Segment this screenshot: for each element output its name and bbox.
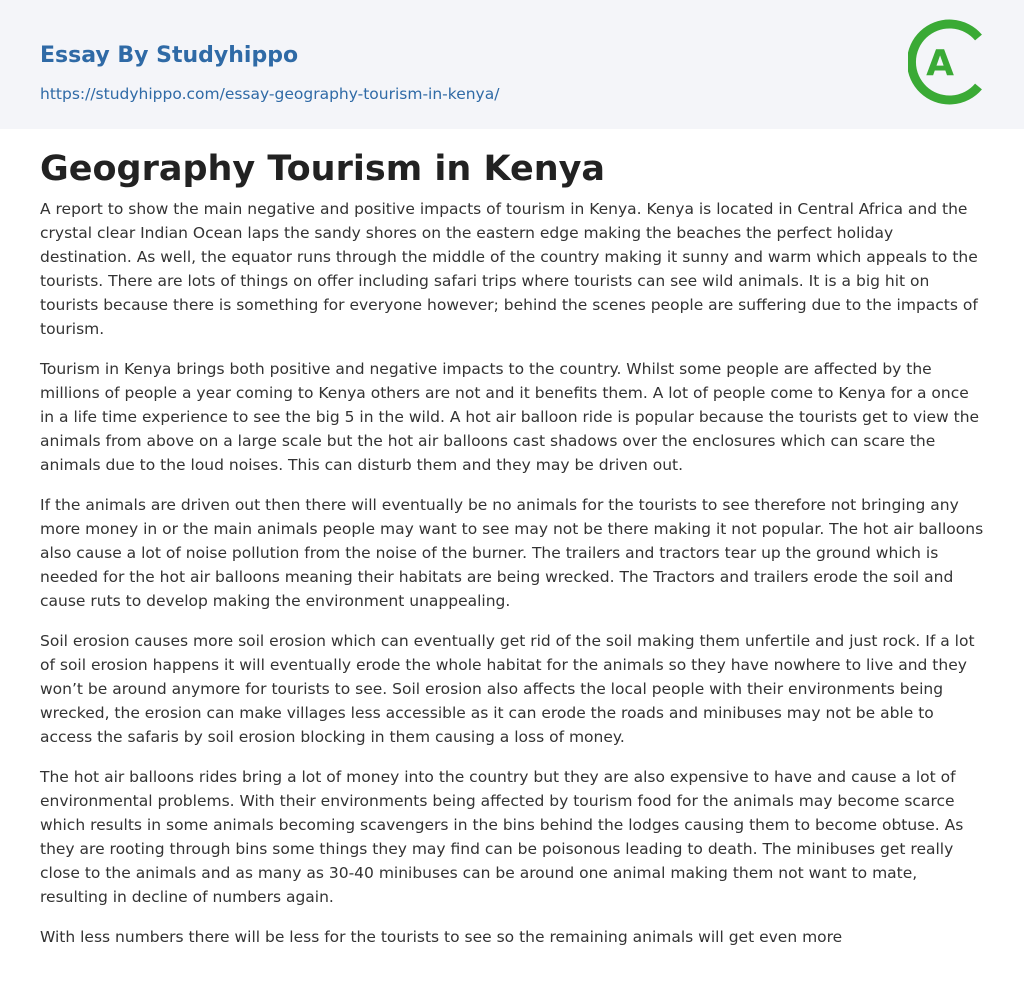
essay-paragraph: With less numbers there will be less for the tourists to see so the remaining animals will get even more xyxy=(40,928,843,946)
essay-paragraph: Tourism in Kenya brings both positive and negative impacts to the country. Whilst some people are affected by the millions of people a year coming to Kenya others are not and it benefits them. A lot of people come to Kenya for a once in a life time experience to see the big 5 in the wild. A hot air balloon ride is popular because the tourists get to view the animals from above on a large scale but the hot air balloons cast shadows over the enclosures which can scare the animals due to the loud noises. This can disturb them and they may be driven out. xyxy=(40,360,980,474)
logo-letter: A xyxy=(926,43,954,84)
essay-content xyxy=(0,129,1024,949)
site-brand[interactable]: Essay By Studyhippo xyxy=(40,43,299,68)
essay-paragraph: If the animals are driven out then there will eventually be no animals for the tourists to see therefore not bringing any more money in or the main animals people may want to see may not be there making it not popular. The hot air balloons also cause a lot of noise pollution from the noise of the burner. The trailers and tractors tear up the ground which is needed for the hot air balloons meaning their habitats are being wrecked. The Tractors and trailers erode the soil and cause ruts to develop making the environment unappealing. xyxy=(40,496,984,610)
essay-title: Geography Tourism in Kenya xyxy=(40,149,606,189)
essay-url-link[interactable]: https://studyhippo.com/essay-geography-tourism-in-kenya/ xyxy=(40,85,500,103)
studyhippo-logo-icon[interactable] xyxy=(908,17,988,107)
essay-paragraph: The hot air balloons rides bring a lot of money into the country but they are also expensive to have and cause a lot of environmental problems. With their environments being affected by tourism food for the animals may become scarce which results in some animals becoming scavengers in the bins behind the lodges causing them to become obtuse. As they are rooting through bins some things they may find can be poisonous leading to death. The minibuses get really close to the animals and as many as 30-40 minibuses can be around one animal making them not want to mate, resulting in decline of numbers again. xyxy=(40,768,964,906)
essay-paragraph: A report to show the main negative and positive impacts of tourism in Kenya. Kenya is located in Central Africa and the crystal clear Indian Ocean laps the sandy shores on the eastern edge making the beaches the perfect holiday destination. As well, the equator runs through the middle of the country making it sunny and warm which appeals to the tourists. There are lots of things on offer including safari trips where tourists can see wild animals. It is a big hit on tourists because there is something for everyone however; behind the scenes people are suffering due to the impacts of tourism. xyxy=(40,200,978,338)
essay-paragraph: Soil erosion causes more soil erosion which can eventually get rid of the soil making them unfertile and just rock. If a lot of soil erosion happens it will eventually erode the whole habitat for the animals so they have nowhere to live and they won’t be around anymore for tourists to see. Soil erosion also affects the local people with their environments being wrecked, the erosion can make villages less accessible as it can erode the roads and minibuses may not be able to access the safaris by soil erosion blocking in them causing a loss of money. xyxy=(40,632,975,746)
site-header xyxy=(0,0,1024,129)
